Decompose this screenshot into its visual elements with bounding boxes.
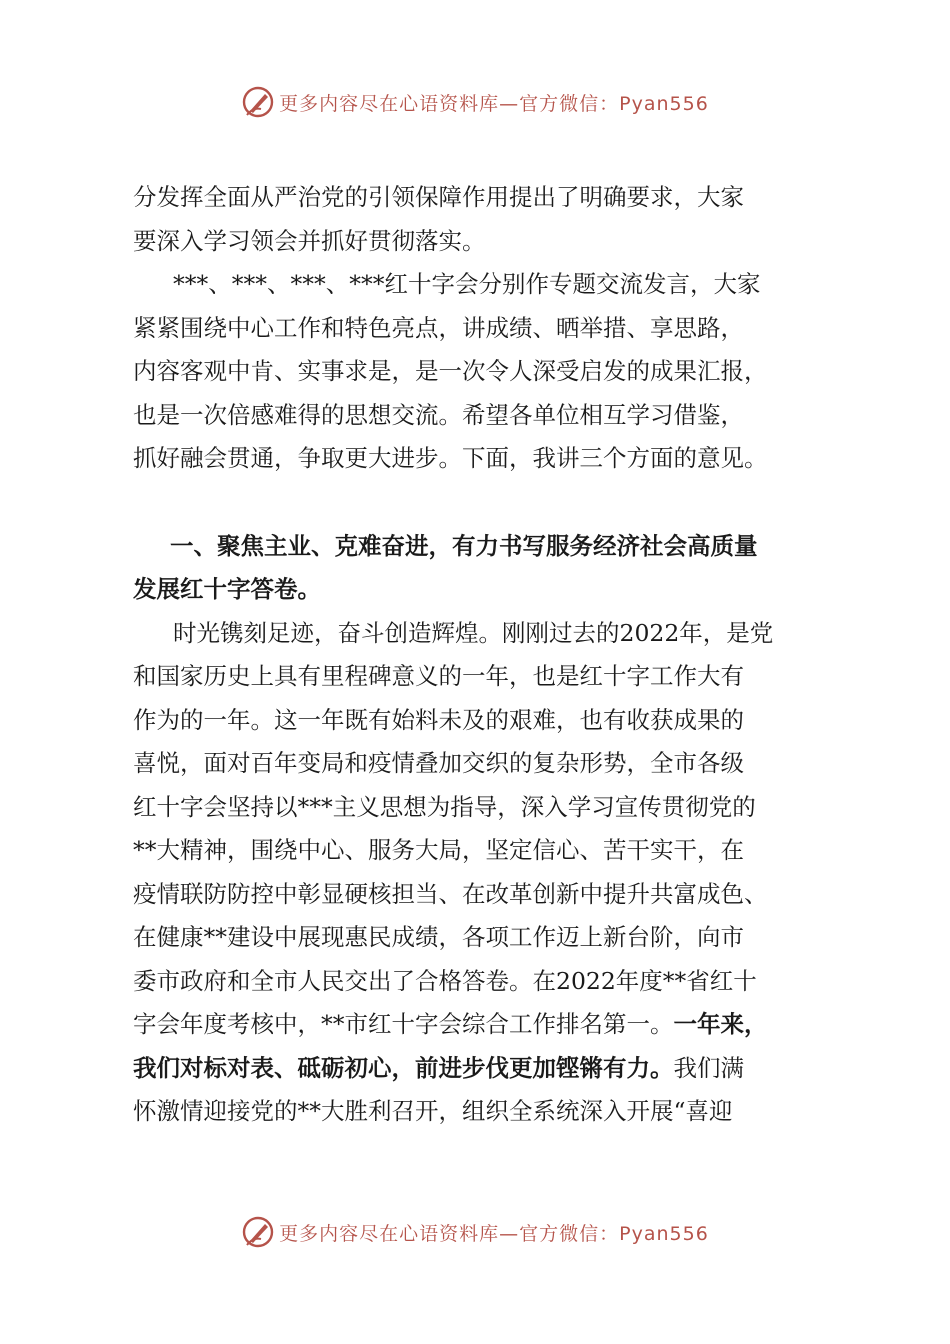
text-line: 怀激情迎接党的**大胜利召开，组织全系统深入开展“喜迎 <box>133 1097 733 1125</box>
paragraph-1 <box>133 176 823 263</box>
text-line: 作为的一年。这一年既有始料未及的艰难，也有收获成果的 <box>133 705 744 734</box>
pen-logo-icon <box>241 1215 275 1249</box>
heading-line: 发展红十字答卷。 <box>133 575 321 603</box>
pen-logo-icon <box>241 85 275 119</box>
text-run: 字会年度考核中，**市红十字会综合工作排名第一。 <box>133 1010 674 1038</box>
text-line: 也是一次倍感难得的思想交流。希望各单位相互学习借鉴， <box>133 400 744 429</box>
text-line-mixed <box>133 1003 823 1047</box>
bold-run: 一年来， <box>673 1010 768 1038</box>
heading-line: 一、聚焦主业、克难奋进，有力书写服务经济社会高质量 <box>170 531 758 560</box>
paragraph-2 <box>133 263 823 481</box>
header-banner <box>0 82 950 122</box>
document-body <box>133 176 823 1134</box>
text-line: 委市政府和全市人民交出了合格答卷。在2022年度**省红十 <box>133 966 757 995</box>
text-line: 红十字会坚持以***主义思想为指导，深入学习宣传贯彻党的 <box>133 792 756 821</box>
text-line: 要深入学习领会并抓好贯彻落实。 <box>133 226 486 255</box>
text-run: 我们满 <box>673 1053 744 1082</box>
text-line: 内容客观中肯、实事求是，是一次令人深受启发的成果汇报， <box>133 357 768 385</box>
footer-banner <box>0 1212 950 1252</box>
text-line: **大精神，围绕中心、服务大局，坚定信心、苦干实干，在 <box>133 836 744 864</box>
text-line-mixed <box>133 1047 823 1091</box>
section-heading <box>133 525 823 612</box>
text-line: 在健康**建设中展现惠民成绩，各项工作迈上新台阶，向市 <box>133 923 744 951</box>
text-line: 疫情联防防控中彰显硬核担当、在改革创新中提升共富成色、 <box>133 879 768 908</box>
text-line: 喜悦，面对百年变局和疫情叠加交织的复杂形势，全市各级 <box>133 749 744 777</box>
text-line: 紧紧围绕中心工作和特色亮点，讲成绩、晒举措、享思路， <box>133 313 744 342</box>
banner-text: 更多内容尽在心语资料库—官方微信：Pyan556 <box>279 92 709 115</box>
text-line: 和国家历史上具有里程碑意义的一年，也是红十字工作大有 <box>133 662 744 690</box>
text-line: 抓好融会贯通，争取更大进步。下面，我讲三个方面的意见。 <box>133 444 768 472</box>
banner-text: 更多内容尽在心语资料库—官方微信：Pyan556 <box>279 1222 709 1245</box>
text-line: ***、***、***、***红十字会分别作专题交流发言，大家 <box>173 270 761 298</box>
text-line: 分发挥全面从严治党的引领保障作用提出了明确要求，大家 <box>133 183 744 211</box>
bold-run: 我们对标对表、砥砺初心，前进步伐更加铿锵有力。 <box>133 1053 674 1082</box>
text-line: 时光镌刻足迹，奋斗创造辉煌。刚刚过去的2022年，是党 <box>173 618 774 647</box>
paragraph-3 <box>133 612 823 1134</box>
